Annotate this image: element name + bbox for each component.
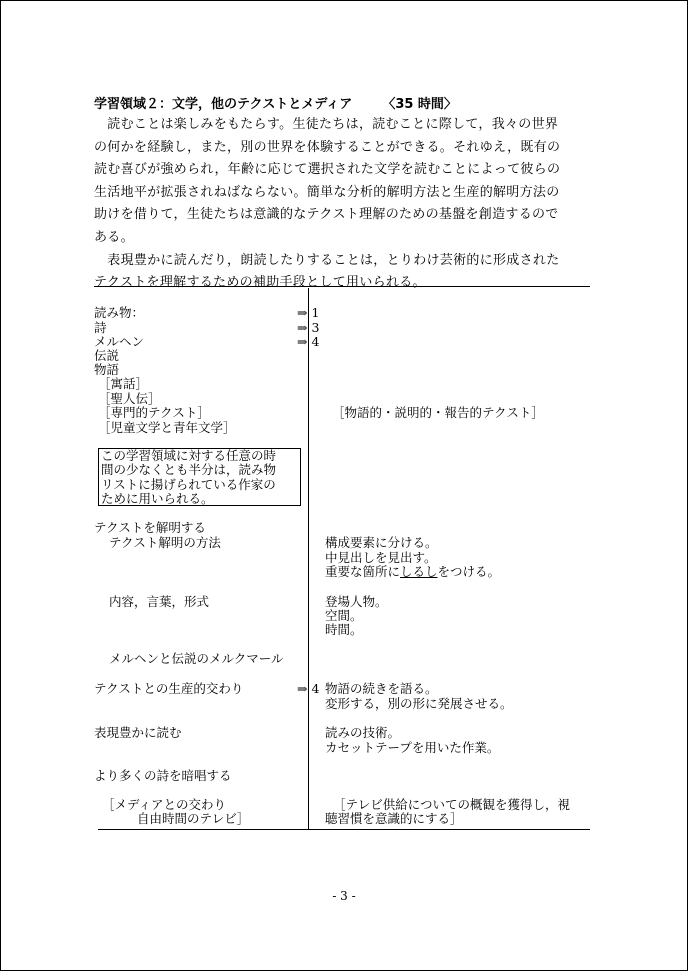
reading-ref: ⇒ 4 bbox=[297, 334, 320, 349]
reading-item-poems: 詩 bbox=[94, 320, 107, 335]
media-left: 自由時間のテレビ］ bbox=[137, 811, 250, 826]
explain-method-label: テクスト解明の方法 bbox=[109, 535, 221, 550]
mark-instruction bbox=[325, 564, 500, 579]
reading-subitem: ［寓話］ bbox=[98, 376, 149, 391]
intro-line: 読むことは楽しみをもたらす。生徒たちは，読むことに際して，我々の世界 bbox=[94, 117, 559, 132]
text-types-note: ［物語的・説明的・報告的テクスト］ bbox=[332, 405, 544, 420]
media-left: ［メディアとの交わり bbox=[102, 797, 227, 812]
intro-line: 生活地平が拡張されねばならない。簡単な分析的解明方法と生産的解明方法の bbox=[94, 184, 560, 200]
reading-ref: ⇒ 1 bbox=[297, 305, 320, 320]
reading-item-marchen: メルヘン bbox=[94, 334, 145, 349]
media-right: ［テレビ供給についての概観を獲得し，視 bbox=[333, 797, 571, 812]
intro-line: ある。 bbox=[94, 229, 134, 245]
intro-paragraph bbox=[94, 114, 594, 295]
heading-hours: 〈35 時間〉 bbox=[382, 97, 457, 112]
explain-right: 構成要素に分ける。 bbox=[325, 535, 438, 550]
reading-ref: ⇒ 3 bbox=[297, 320, 320, 335]
explain-text-label: テクストを解明する bbox=[94, 520, 206, 535]
intro-line: 表現豊かに読んだり，朗読したりすることは，とりわけ芸術的に形成された bbox=[94, 252, 560, 268]
poems-label: より多くの詩を暗唱する bbox=[94, 768, 232, 783]
boxed-note-line: 間の少なくとも半分は，読み物 bbox=[101, 462, 277, 478]
heading-title: 学習領域２：文学，他のテクストとメディア bbox=[94, 97, 353, 112]
reading-subitem: ［専門的テクスト］ bbox=[98, 405, 210, 420]
reading-subitem: ［聖人伝］ bbox=[98, 391, 161, 406]
expressive-right: カセットテープを用いた作業。 bbox=[325, 740, 500, 755]
boxed-note bbox=[98, 448, 301, 506]
content-right: 空間。 bbox=[325, 608, 363, 623]
content-right: 登場人物。 bbox=[325, 594, 388, 609]
productive-right: 物語の続きを語る。 bbox=[325, 681, 438, 696]
boxed-note-line: リストに揚げられている作家の bbox=[101, 476, 276, 492]
expressive-label: 表現豊かに読む bbox=[94, 725, 182, 740]
content-label: 内容，言葉，形式 bbox=[109, 594, 210, 609]
table-top-rule bbox=[94, 286, 590, 287]
expressive-right: 読みの技術。 bbox=[325, 725, 401, 740]
reading-label: 読み物： bbox=[94, 305, 145, 320]
boxed-note-line: ために用いられる。 bbox=[101, 490, 214, 506]
content-right: 時間。 bbox=[325, 622, 363, 637]
mark-suffix: をつける。 bbox=[437, 564, 501, 579]
explain-right: 中見出しを見出す。 bbox=[325, 550, 437, 565]
intro-line: の何かを経験し，また，別の世界を体験することができる。それゆえ，既有の bbox=[94, 139, 561, 155]
table-column-divider bbox=[308, 288, 309, 829]
marchen-features-label: メルヘンと伝説のメルクマール bbox=[109, 651, 284, 666]
productive-right: 変形する，別の形に発展させる。 bbox=[325, 696, 513, 711]
reading-item-legends: 伝説 bbox=[94, 348, 120, 363]
boxed-note-line: この学習領域に対する任意の時 bbox=[101, 448, 277, 463]
intro-line: 読む喜びが強められ，年齢に応じて選択された文学を読むことによって彼らの bbox=[94, 162, 561, 178]
mark-underlined: しるし bbox=[400, 564, 438, 579]
productive-label: テクストとの生産的交わり bbox=[94, 681, 244, 696]
mark-prefix: 重要な箇所に bbox=[325, 564, 401, 579]
page-number: - 3 - bbox=[332, 889, 356, 903]
reading-subitem: ［児童文学と青年文学］ bbox=[98, 420, 236, 435]
intro-line: テクストを理解するための補助手段として用いられる。 bbox=[94, 275, 426, 291]
section-heading bbox=[94, 93, 457, 112]
media-right: 聴習慣を意識的にする］ bbox=[325, 811, 463, 826]
productive-ref: ⇒ 4 bbox=[297, 681, 320, 696]
intro-line: 助けを借りて，生徒たちは意識的なテクスト理解のための基盤を創造するので bbox=[94, 207, 559, 223]
table-bottom-rule bbox=[98, 829, 590, 830]
reading-item-stories: 物語 bbox=[94, 362, 120, 377]
